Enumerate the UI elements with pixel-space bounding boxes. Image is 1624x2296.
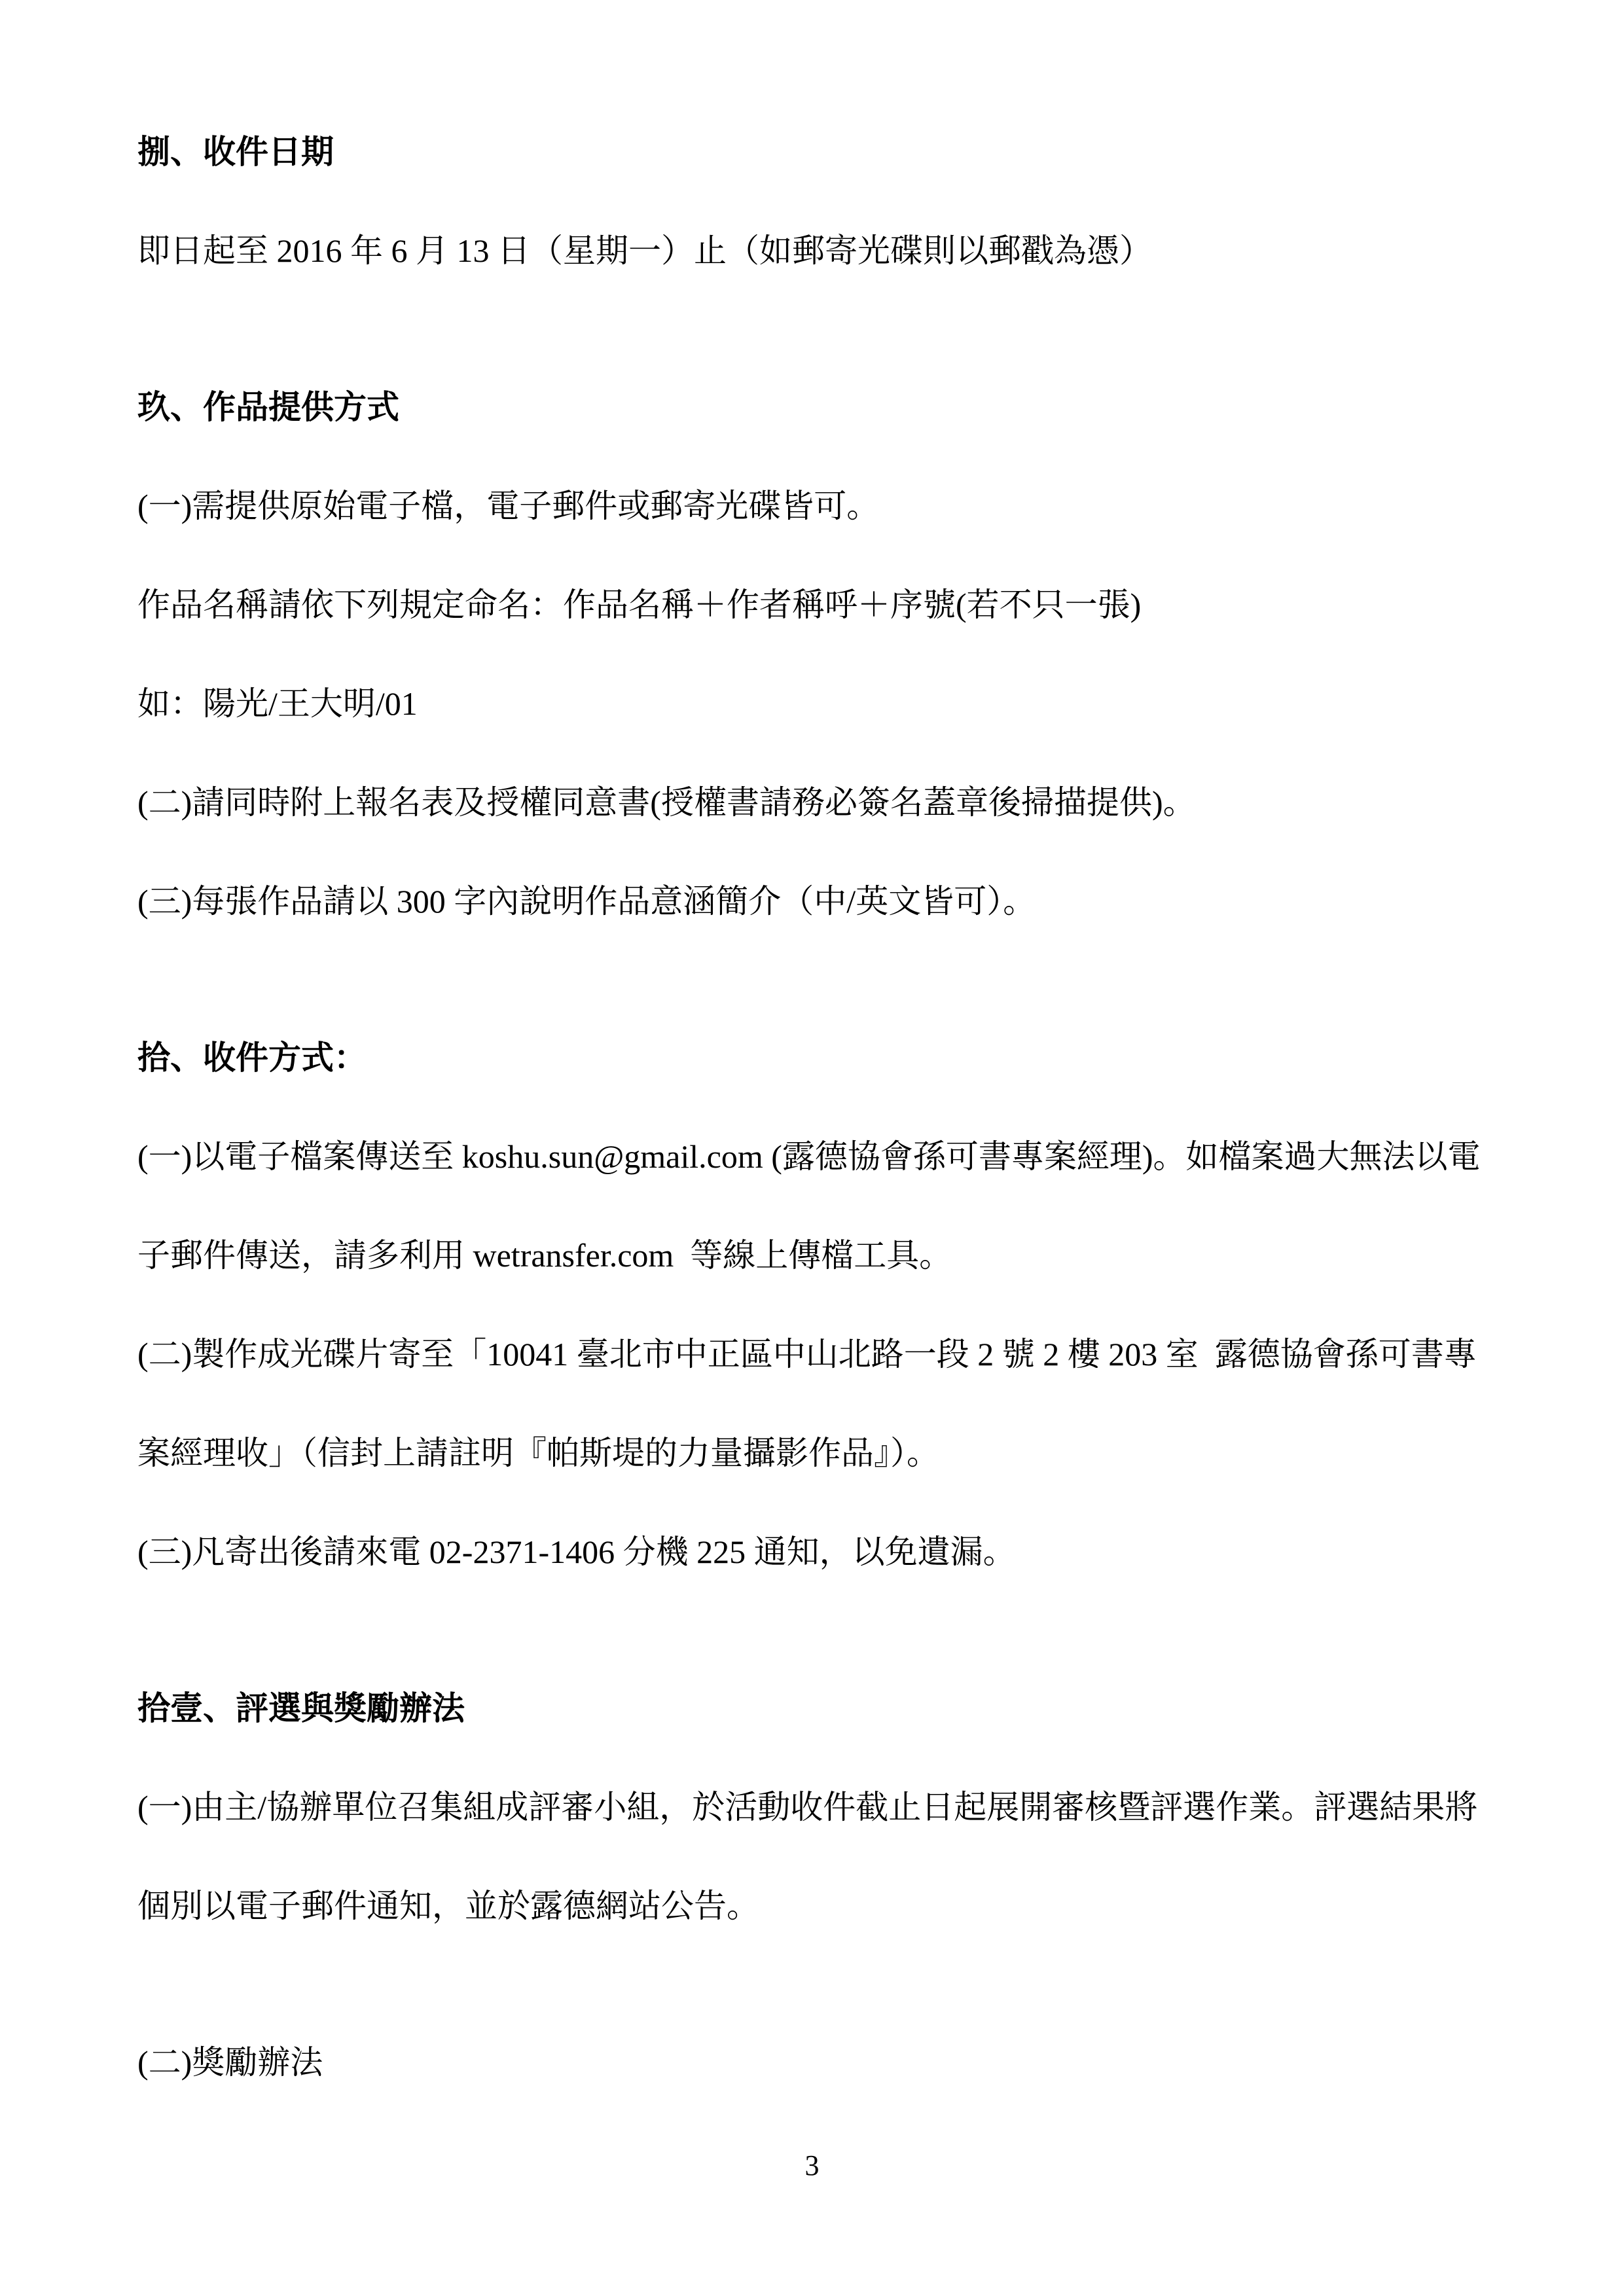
paragraph-line: 個別以電子郵件通知，並於露德網站公告。 xyxy=(137,1888,759,1924)
paragraph-line: 即日起至 2016 年 6 月 13 日（星期一）止（如郵寄光碟則以郵戳為憑） xyxy=(137,232,1152,269)
section-heading: 玖、作品提供方式 xyxy=(137,389,399,425)
section-submission-method xyxy=(137,1009,1525,1602)
document-body xyxy=(137,103,1525,2112)
paragraph-line: (一)由主/協辦單位召集組成評審小組，於活動收件截止日起展開審核暨評選作業。評選結果將 xyxy=(137,1789,1478,1825)
section-submission-format xyxy=(137,358,1525,951)
paragraph-line: 如：陽光/王大明/01 xyxy=(137,685,418,722)
paragraph-line: 案經理收」（信封上請註明『帕斯堤的力量攝影作品』）。 xyxy=(137,1435,939,1471)
subsection-heading: (二)獎勵辦法 xyxy=(137,2044,323,2081)
section-heading: 捌、收件日期 xyxy=(137,134,334,170)
paragraph-line: (一)以電子檔案傳送至 koshu.sun@gmail.com (露德協會孫可書專案經理)。如檔案過大無法以電 xyxy=(137,1138,1481,1175)
paragraph-line: (二)請同時附上報名表及授權同意書(授權書請務必簽名蓋章後掃描提供)。 xyxy=(137,784,1196,821)
section-heading: 拾壹、評選與獎勵辦法 xyxy=(137,1690,465,1727)
paragraph-line: (三)每張作品請以 300 字內說明作品意涵簡介（中/英文皆可）。 xyxy=(137,883,1036,920)
paragraph-line: 作品名稱請依下列規定命名：作品名稱＋作者稱呼＋序號(若不只一張) xyxy=(137,586,1142,623)
section-receipt-date xyxy=(137,103,1525,300)
section-heading: 拾、收件方式： xyxy=(137,1039,367,1076)
paragraph-line: 子郵件傳送，請多利用 wetransfer.com 等線上傳檔工具。 xyxy=(137,1237,952,1274)
page-number: 3 xyxy=(804,2149,820,2181)
paragraph-line: (一)需提供原始電子檔，電子郵件或郵寄光碟皆可。 xyxy=(137,488,880,524)
section-judging-and-awards xyxy=(137,1659,1525,2112)
paragraph-line: (二)製作成光碟片寄至「10041 臺北市中正區中山北路一段 2 號 2 樓 203 室 露德協會孫可書專 xyxy=(137,1336,1477,1372)
paragraph-line: (三)凡寄出後請來電 02-2371-1406 分機 225 通知，以免遺漏。 xyxy=(137,1534,1016,1570)
